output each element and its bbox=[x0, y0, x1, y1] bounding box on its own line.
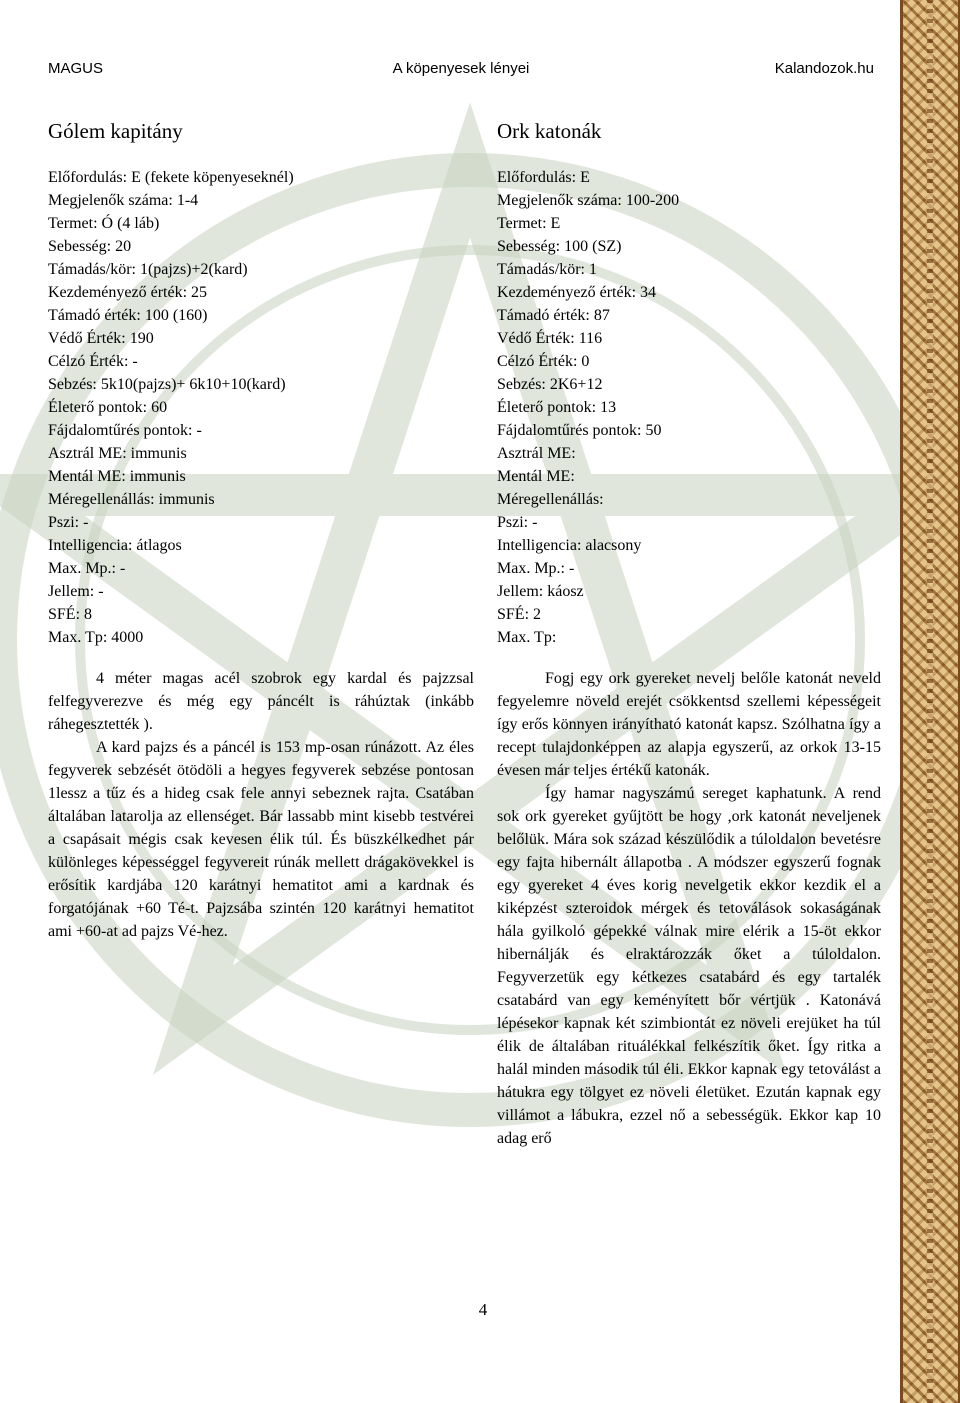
stat-label: Mentál ME: bbox=[48, 468, 126, 485]
stat-label: Támadó érték: bbox=[497, 307, 590, 324]
stat-value: - bbox=[98, 583, 104, 600]
description-paragraph: A kard pajzs és a páncél is 153 mp-osan rúnázott. Az éles fegyverek sebzését ötödöli a hegyes fegyverek sebzése pontosan 1lessz a tűz és a hideg csak fele annyi sebeznek rajta. Csatában általában latarolja az ellenséget. Bár lassabb mint kisebb testvérei a csapásait mégis csak kevesen élik túl. És büszkélkedhet pár különleges képességgel fegyvereit rúnák mellett drágakövekkel is erősítik kardjába 120 karátnyi hematitot ami a kardnak és forgatójának +60 Té-t. Pajzsába szintén 120 karátnyi hematitot ami +60-at ad pajzs Vé-hez. bbox=[48, 739, 474, 940]
stat-row bbox=[497, 304, 881, 327]
stat-label: Intelligencia: bbox=[497, 537, 582, 554]
stat-label: Termet: bbox=[497, 215, 547, 232]
stat-label: Max. Mp.: bbox=[497, 560, 565, 577]
stat-row bbox=[497, 603, 881, 626]
stat-label: Méregellenállás: bbox=[497, 491, 604, 508]
stat-value: 100 (160) bbox=[144, 307, 208, 324]
stat-value: 5k10(pajzs)+ 6k10+10(kard) bbox=[100, 376, 286, 393]
stat-label: Előfordulás: bbox=[48, 169, 128, 186]
stat-row bbox=[48, 212, 474, 235]
header-left: MAGUS bbox=[48, 60, 104, 77]
stat-value: 2 bbox=[533, 606, 542, 623]
stat-row bbox=[497, 258, 881, 281]
stat-list bbox=[48, 166, 474, 649]
stat-row bbox=[48, 626, 474, 649]
stat-value: E bbox=[580, 169, 590, 186]
stat-row bbox=[497, 580, 881, 603]
stat-value: 20 bbox=[115, 238, 132, 255]
stat-value: 100 (SZ) bbox=[564, 238, 622, 255]
stat-row bbox=[48, 603, 474, 626]
stat-value: 34 bbox=[640, 284, 657, 301]
stat-value: 2K6+12 bbox=[549, 376, 603, 393]
stat-value: 87 bbox=[593, 307, 610, 324]
stat-row bbox=[48, 258, 474, 281]
stat-label: Max. Tp: bbox=[48, 629, 108, 646]
creature-title: Gólem kapitány bbox=[48, 119, 183, 143]
stat-value: 13 bbox=[600, 399, 617, 416]
stat-label: Védő Érték: bbox=[497, 330, 575, 347]
stat-row bbox=[48, 442, 474, 465]
stat-row bbox=[48, 557, 474, 580]
stat-label: Támadó érték: bbox=[48, 307, 141, 324]
stat-label: Fájdalomtűrés pontok: bbox=[497, 422, 642, 439]
stat-label: Mentál ME: bbox=[497, 468, 575, 485]
stat-row bbox=[497, 465, 881, 488]
stat-row bbox=[497, 212, 881, 235]
stat-label: SFÉ: bbox=[48, 606, 81, 623]
stat-value: Ó (4 láb) bbox=[101, 215, 160, 232]
stat-value: alacsony bbox=[585, 537, 642, 554]
stat-row bbox=[48, 327, 474, 350]
stat-label: Sebesség: bbox=[497, 238, 561, 255]
stat-value: immunis bbox=[158, 491, 215, 508]
stat-value: 1 bbox=[588, 261, 597, 278]
stat-row bbox=[48, 396, 474, 419]
stat-row bbox=[48, 166, 474, 189]
description-paragraph: Fogj egy ork gyereket nevelj belőle katonát neveld fegyelemre növeld erejét csökkentsd szellemi képességeit így erős könnyen irányítható katonát kapsz. Szólhatna így a recept tulajdonképpen az alapja egyszerű, az orkok 13-15 évesen már teljes értékű katonák. bbox=[497, 670, 881, 779]
stat-label: Megjelenők száma: bbox=[497, 192, 622, 209]
stat-value: 50 bbox=[645, 422, 662, 439]
stat-label: Intelligencia: bbox=[48, 537, 133, 554]
stat-label: Jellem: bbox=[497, 583, 544, 600]
stat-row bbox=[497, 189, 881, 212]
stat-value: 60 bbox=[151, 399, 168, 416]
stat-value: - bbox=[83, 514, 89, 531]
stat-label: Jellem: bbox=[48, 583, 95, 600]
stat-label: Sebesség: bbox=[48, 238, 112, 255]
stat-label: Célzó Érték: bbox=[497, 353, 578, 370]
description bbox=[48, 667, 474, 943]
stat-value: 1(pajzs)+2(kard) bbox=[139, 261, 248, 278]
stat-label: Támadás/kör: bbox=[48, 261, 136, 278]
stat-list bbox=[497, 166, 881, 649]
stat-label: Max. Tp: bbox=[497, 629, 557, 646]
stat-value: - bbox=[120, 560, 126, 577]
header-right: Kalandozok.hu bbox=[774, 60, 874, 77]
description-paragraph: 4 méter magas acél szobrok egy kardal és pajzzsal felfegyverezve és még egy páncélt is ráhúztak (inkább ráhegesztették ). bbox=[48, 670, 474, 733]
stat-label: SFÉ: bbox=[497, 606, 530, 623]
stat-row bbox=[48, 281, 474, 304]
stat-row bbox=[497, 281, 881, 304]
stat-label: Kezdeményező érték: bbox=[48, 284, 188, 301]
decorative-border bbox=[900, 0, 960, 1403]
header-center: A köpenyesek lényei bbox=[392, 60, 530, 77]
left-column bbox=[48, 116, 474, 943]
stat-value: E bbox=[550, 215, 561, 232]
stat-label: Támadás/kör: bbox=[497, 261, 585, 278]
stat-value: káosz bbox=[547, 583, 584, 600]
stat-row bbox=[48, 534, 474, 557]
stat-value: - bbox=[532, 514, 538, 531]
stat-label: Kezdeményező érték: bbox=[497, 284, 637, 301]
description bbox=[497, 667, 881, 1150]
stat-value: 1-4 bbox=[176, 192, 199, 209]
stat-label: Fájdalomtűrés pontok: bbox=[48, 422, 193, 439]
stat-row bbox=[48, 373, 474, 396]
stat-label: Életerő pontok: bbox=[497, 399, 597, 416]
stat-row bbox=[48, 465, 474, 488]
stat-value: 190 bbox=[129, 330, 154, 347]
stat-value: 4000 bbox=[111, 629, 144, 646]
stat-row bbox=[497, 235, 881, 258]
stat-row bbox=[497, 373, 881, 396]
stat-value: 116 bbox=[578, 330, 603, 347]
stat-row bbox=[497, 350, 881, 373]
stat-value: 8 bbox=[84, 606, 93, 623]
stat-label: Megjelenők száma: bbox=[48, 192, 173, 209]
stat-label: Előfordulás: bbox=[497, 169, 577, 186]
stat-value: átlagos bbox=[136, 537, 182, 554]
stat-row bbox=[497, 626, 881, 649]
stat-label: Max. Mp.: bbox=[48, 560, 116, 577]
stat-label: Termet: bbox=[48, 215, 98, 232]
stat-value: 25 bbox=[191, 284, 208, 301]
stat-label: Sebzés: bbox=[48, 376, 97, 393]
stat-label: Pszi: bbox=[497, 514, 529, 531]
page-header bbox=[48, 60, 874, 82]
stat-row bbox=[497, 511, 881, 534]
stat-row bbox=[48, 304, 474, 327]
page-number: 4 bbox=[478, 1300, 488, 1319]
stat-row bbox=[48, 235, 474, 258]
stat-row bbox=[48, 511, 474, 534]
stat-row bbox=[48, 488, 474, 511]
stat-row bbox=[48, 580, 474, 603]
stat-row bbox=[497, 419, 881, 442]
stat-row bbox=[497, 166, 881, 189]
stat-row bbox=[48, 350, 474, 373]
stat-row bbox=[48, 419, 474, 442]
stat-value: immunis bbox=[129, 468, 186, 485]
creature-title: Ork katonák bbox=[497, 119, 602, 143]
stat-row bbox=[497, 442, 881, 465]
stat-label: Pszi: bbox=[48, 514, 80, 531]
stat-value: 0 bbox=[581, 353, 590, 370]
stat-label: Célzó Érték: bbox=[48, 353, 129, 370]
stat-row bbox=[497, 488, 881, 511]
stat-value: - bbox=[132, 353, 138, 370]
description-paragraph: Így hamar nagyszámú sereget kaphatunk. A rend sok ork gyereket gyűjtött be hogy ,ork katonát neveljenek belőlük. Mára sok század készülődik a túloldalon bevetésre egy fajta hibernált állapotba . A módszer egyszerű fognak egy gyereket 4 éves korig nevelgetik ekkor kezdik el a kiképzést szteroidok mérgek és tetoválások sokaságának hála gyilkoló gépekké válnak mire elérik a 15-öt ekkor hibernálják és elraktározzák őket a túloldalon. Fegyverzetük egy kétkezes csatabárd és egy tartalék csatabárd van egy keményített bőr vértjük . Katonává lépésekor kapnak két szimbiontát ez növeli erejüket ha túl élik de általában rituálékkal felkészítik őket. Így ritka a halál minden második túl éli. Ekkor kapnak egy tetoválást a hátukra egy tölgyet ez növeli életüket. Ezután kapnak egy villámot a lábukra, ezzel nő a sebességük. Ekkor kap 10 adag erő bbox=[497, 785, 881, 1147]
stat-label: Asztrál ME: bbox=[497, 445, 576, 462]
stat-value: - bbox=[196, 422, 202, 439]
stat-label: Sebzés: bbox=[497, 376, 546, 393]
stat-value: immunis bbox=[130, 445, 187, 462]
stat-label: Asztrál ME: bbox=[48, 445, 127, 462]
stat-value: 100-200 bbox=[625, 192, 680, 209]
stat-label: Méregellenállás: bbox=[48, 491, 155, 508]
right-column bbox=[497, 116, 881, 1150]
stat-row bbox=[48, 189, 474, 212]
stat-value: E (fekete köpenyeseknél) bbox=[131, 169, 294, 186]
stat-row bbox=[497, 327, 881, 350]
stat-row bbox=[497, 396, 881, 419]
stat-label: Védő Érték: bbox=[48, 330, 126, 347]
stat-value: - bbox=[569, 560, 575, 577]
stat-label: Életerő pontok: bbox=[48, 399, 148, 416]
stat-row bbox=[497, 534, 881, 557]
stat-row bbox=[497, 557, 881, 580]
